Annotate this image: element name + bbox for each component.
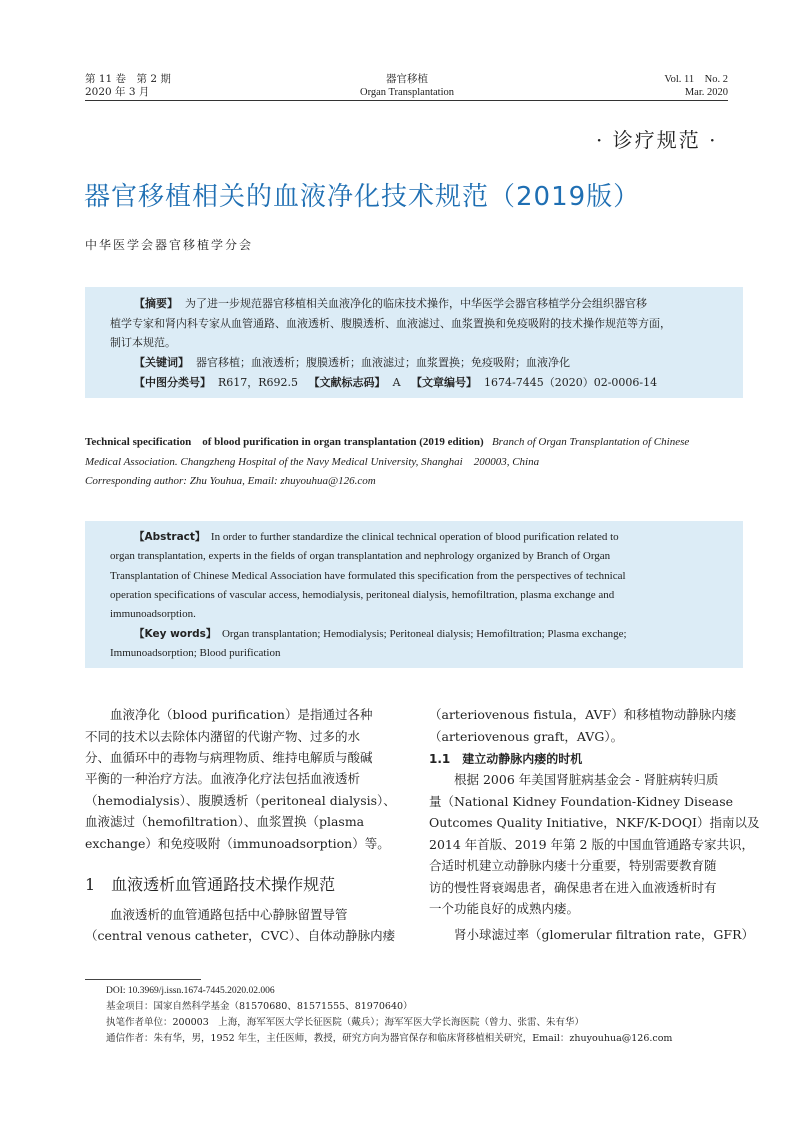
article-author: 中华医学会器官移植学分会 bbox=[85, 238, 254, 252]
body-right-line-2: （arteriovenous graft，AVG）。 bbox=[429, 729, 624, 744]
section-1-heading: 1 血液透析血管通路技术操作规范 bbox=[85, 875, 336, 894]
footnote-doi: DOI: 10.3969/j.issn.1674-7445.2020.02.006 bbox=[106, 986, 275, 996]
abstract-en-line-4: operation specifications of vascular access, hemodialysis, peritoneal dialysis, hemofiltration, plasma exchange and bbox=[110, 589, 615, 601]
header-month: Mar. 2020 bbox=[684, 87, 728, 98]
body-right-line-4: 量（National Kidney Foundation-Kidney Disease bbox=[429, 794, 734, 809]
body-left-line-4: 平衡的一种治疗方法。血液净化疗法包括血液透析 bbox=[85, 771, 361, 786]
doc-code-value: A bbox=[392, 376, 401, 389]
body-left-line-5: （hemodialysis）、腹膜透析（peritoneal dialysis）、 bbox=[85, 793, 396, 808]
doc-code-label: 【文献标志码】 bbox=[308, 376, 386, 389]
keywords-en-label: 【Key words】 bbox=[134, 628, 217, 640]
abstract-en-label: 【Abstract】 bbox=[134, 531, 206, 543]
body-left-line-2: 不同的技术以去除体内潴留的代谢产物、过多的水 bbox=[85, 729, 361, 744]
keywords-en-line-1 bbox=[134, 627, 627, 641]
abstract-en-line-2: organ transplantation, experts in the fields of organ transplantation and nephrology organized by Branch of Organ bbox=[110, 550, 611, 562]
clc-value: R617，R692.5 bbox=[218, 376, 299, 389]
keywords-en-2: Immunoadsorption; Blood purification bbox=[110, 647, 281, 659]
section-1-1-heading: 1.1 建立动静脉内瘘的时机 bbox=[429, 752, 583, 766]
article-title: 器官移植相关的血液净化技术规范（2019版） bbox=[84, 182, 641, 212]
body-right-line-9: 一个功能良好的成熟内瘘。 bbox=[429, 901, 580, 916]
abstract-en-line-5: immunoadsorption. bbox=[110, 608, 196, 620]
classification-line bbox=[134, 376, 657, 390]
english-title-line bbox=[85, 435, 689, 449]
body-left-line-6: 血液滤过（hemofiltration）、血浆置换（plasma bbox=[85, 814, 365, 829]
keywords-cn-label: 【关键词】 bbox=[134, 356, 189, 369]
body-right-line-6: 2014 年首版、2019 年第 2 版的中国血管通路专家共识， bbox=[429, 837, 754, 852]
body-right-line-8: 访的慢性肾衰竭患者，确保患者在进入血液透析时有 bbox=[429, 880, 717, 895]
body-right-line-3: 根据 2006 年美国肾脏病基金会 - 肾脏病转归质 bbox=[454, 772, 719, 787]
section-tag: · 诊疗规范 · bbox=[596, 128, 718, 152]
abstract-en-text-1: In order to further standardize the clinical technical operation of blood purification related to bbox=[210, 531, 619, 543]
body-left-line-1: 血液净化（blood purification）是指通过各种 bbox=[110, 707, 373, 722]
abstract-en-line-3: Transplantation of Chinese Medical Association have formulated this specification from the perspectives of technical bbox=[110, 570, 626, 582]
body-left-line-7: exchange）和免疫吸附（immunoadsorption）等。 bbox=[85, 836, 390, 851]
abstract-cn-label: 【摘要】 bbox=[134, 297, 178, 310]
header-date: 2020 年 3 月 bbox=[85, 86, 150, 98]
footnote-funding: 基金项目：国家自然科学基金（81570680、81571555、81970640） bbox=[106, 1001, 413, 1012]
body-right-line-7: 合适时机建立动静脉内瘘十分重要，特别需要教育随 bbox=[429, 858, 717, 873]
english-affiliation-2: Medical Association. Changzheng Hospital of the Navy Medical University, Shanghai 200003, China bbox=[85, 456, 540, 468]
keywords-cn: 器官移植；血液透析；腹膜透析；血液滤过；血浆置换；免疫吸附；血液净化 bbox=[196, 356, 570, 369]
article-number-value: 1674-7445（2020）02-0006-14 bbox=[484, 376, 658, 389]
abstract-cn-line-3: 制订本规范。 bbox=[110, 336, 176, 349]
english-title: Technical specification of blood purification in organ transplantation (2019 edition) bbox=[85, 436, 484, 448]
clc-label: 【中图分类号】 bbox=[134, 376, 211, 389]
body-left-line-3: 分、血循环中的毒物与病理物质、维持电解质与酸碱 bbox=[85, 750, 373, 765]
corresponding-author-en: Corresponding author: Zhu Youhua, Email: zhuyouhua@126.com bbox=[85, 475, 376, 487]
abstract-en-line-1 bbox=[134, 530, 619, 544]
abstract-cn-line-2: 植学专家和肾内科专家从血管通路、血液透析、腹膜透析、血液滤过、血浆置换和免疫吸附的技术操作规范等方面， bbox=[110, 317, 671, 330]
body-right-line-10: 肾小球滤过率（glomerular filtration rate，GFR） bbox=[454, 927, 754, 942]
header-volume: Vol. 11 No. 2 bbox=[664, 74, 728, 85]
header-issue: 第 11 卷 第 2 期 bbox=[85, 73, 171, 85]
footnote-corresponding: 通信作者：朱有华，男，1952 年生，主任医师，教授，研究方向为器官保存和临床肾移植相关研究，Email：zhuyouhua@126.com bbox=[106, 1033, 673, 1044]
body-left-line-9: （central venous catheter，CVC）、自体动静脉内瘘 bbox=[85, 928, 396, 943]
keywords-cn-line bbox=[134, 356, 570, 370]
article-number-label: 【文章编号】 bbox=[411, 376, 478, 389]
english-affiliation-1: Branch of Organ Transplantation of Chinese bbox=[491, 436, 690, 448]
abstract-cn-text-1: 为了进一步规范器官移植相关血液净化的临床技术操作，中华医学会器官移植学分会组织器官移 bbox=[185, 297, 647, 310]
header-rule bbox=[85, 100, 728, 101]
footnote-rule bbox=[85, 979, 201, 980]
body-right-line-1: （arteriovenous fistula，AVF）和移植物动静脉内瘘 bbox=[429, 707, 737, 722]
header-journal-cn: 器官移植 bbox=[386, 73, 428, 85]
abstract-cn-line-1 bbox=[134, 297, 647, 311]
footnote-affiliation: 执笔作者单位：200003 上海，海军军医大学长征医院（戴兵）；海军军医大学长海医院（曾力、张雷、朱有华） bbox=[106, 1017, 585, 1028]
body-right-line-5: Outcomes Quality Initiative，NKF/K-DOQI）指南以及 bbox=[429, 815, 760, 830]
keywords-en-1: Organ transplantation; Hemodialysis; Peritoneal dialysis; Hemofiltration; Plasma exchange; bbox=[221, 628, 627, 640]
body-left-line-8: 血液透析的血管通路包括中心静脉留置导管 bbox=[110, 907, 348, 922]
header-journal-en: Organ Transplantation bbox=[359, 87, 454, 98]
